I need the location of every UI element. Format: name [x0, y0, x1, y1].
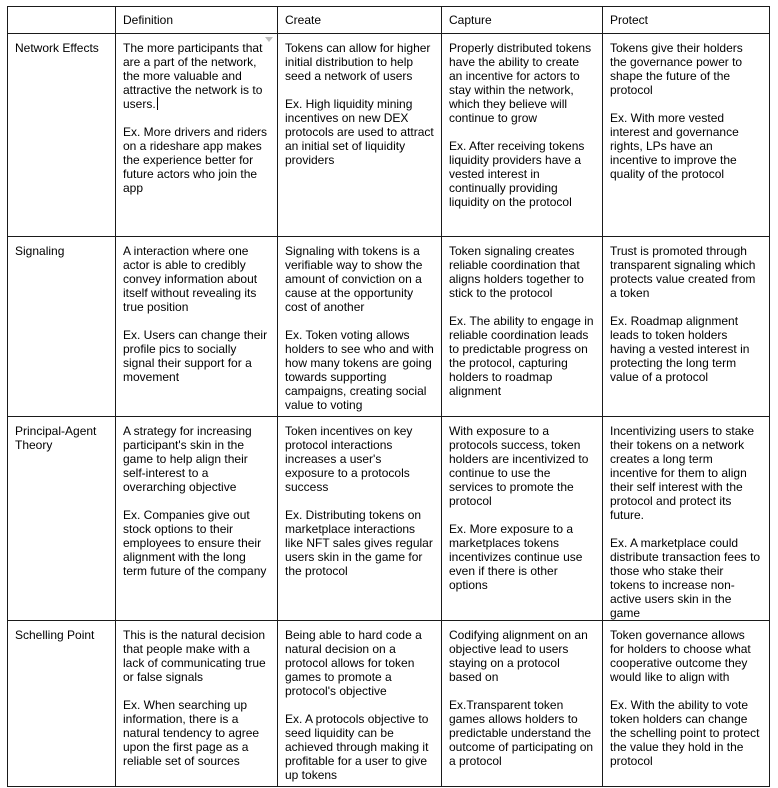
cell-example: Ex. Users can change their profile pics to socially signal their support for a movement [123, 328, 268, 384]
cell-text: Codifying alignment on an objective lead to users staying on a protocol based on [449, 628, 588, 684]
cell-text: Trust is promoted through transparent signaling which protects value created from a token [610, 244, 756, 300]
table-cell[interactable] [116, 34, 278, 237]
cell-example: Ex. Companies give out stock options to their employees to ensure their alignment with the long term future of the company [123, 508, 267, 578]
cell-text: A strategy for increasing participant's skin in the game to help align their self-interest to a overarching objective [123, 424, 252, 494]
table-cell[interactable] [603, 417, 770, 621]
cell-example: Ex. After receiving tokens liquidity providers have a vested interest in continually providing liquidity on the protocol [449, 139, 585, 209]
table-cell[interactable] [116, 237, 278, 417]
table-cell[interactable] [603, 621, 770, 787]
row-header-signaling[interactable]: Signaling [8, 237, 116, 417]
comparison-table [7, 6, 770, 787]
row-header-network-effects[interactable]: Network Effects [8, 34, 116, 237]
cell-example: Ex. With the ability to vote token holders can change the schelling point to protect the value they hold in the protocol [610, 698, 760, 768]
cell-example: Ex. A marketplace could distribute transaction fees to those who stake their tokens to increase non-active users skin in the game [610, 536, 761, 620]
cell-text: Token signaling creates reliable coordination that aligns holders together to stick to the protocol [449, 244, 584, 300]
cell-example: Ex. A protocols objective to seed liquidity can be achieved through making it profitable for a user to give up tokens [285, 712, 429, 782]
row-header-schelling-point[interactable]: Schelling Point [8, 621, 116, 787]
table-row [8, 621, 770, 787]
cell-dropdown-icon[interactable] [265, 37, 273, 42]
table-cell[interactable] [442, 34, 603, 237]
table-row [8, 34, 770, 237]
column-header-definition[interactable]: Definition [116, 7, 278, 34]
cell-example: Ex. High liquidity mining incentives on new DEX protocols are used to attract an initial set of liquidity providers [285, 97, 434, 167]
table-cell[interactable] [442, 417, 603, 621]
table-cell[interactable] [442, 237, 603, 417]
corner-cell[interactable] [8, 7, 116, 34]
cell-example: Ex. Distributing tokens on marketplace interactions like NFT sales gives regular users skin in the game for the protocol [285, 508, 433, 578]
cell-example: Ex. More drivers and riders on a rideshare app makes the experience better for future actors who join the app [123, 125, 268, 195]
cell-example: Ex. More exposure to a marketplaces tokens incentivizes continue use even if there is other options [449, 522, 583, 592]
cell-example: Ex. With more vested interest and governance rights, LPs have an incentive to improve the quality of the protocol [610, 111, 739, 181]
table-cell[interactable] [603, 237, 770, 417]
cell-text: Signaling with tokens is a verifiable way to show the amount of conviction on a cause at the opportunity cost of another [285, 244, 423, 314]
cell-text: This is the natural decision that people make with a lack of communicating true or false signals [123, 628, 266, 684]
cell-text [123, 41, 270, 111]
cell-text: Being able to hard code a natural decision on a protocol allows for token games to promote a protocol's objective [285, 628, 422, 698]
table-cell[interactable] [116, 621, 278, 787]
table-cell[interactable] [278, 621, 442, 787]
column-header-capture[interactable]: Capture [442, 7, 603, 34]
header-row [8, 7, 770, 34]
cell-text: A interaction where one actor is able to credibly convey information about itself without revealing its true position [123, 244, 258, 314]
cell-text: Incentivizing users to stake their tokens on a network creates a long term incentive for them to align their self interest with the protocol and protect its future. [610, 424, 755, 522]
cell-example: Ex. Roadmap alignment leads to token holders having a vested interest in protecting the long term value of a protocol [610, 314, 750, 384]
table-cell[interactable] [442, 621, 603, 787]
cell-text-content: The more participants that are a part of the network, the more valuable and attractive the network is to users. [123, 41, 263, 111]
table-cell[interactable] [278, 34, 442, 237]
column-header-protect[interactable]: Protect [603, 7, 770, 34]
cell-example: Ex.Transparent token games allows holders to predictable understand the outcome of participating on a protocol [449, 698, 594, 768]
cell-example: Ex. Token voting allows holders to see who and with how many tokens are going towards supporting campaigns, creating social value to voting [285, 328, 434, 412]
cell-example: Ex. When searching up information, there is a natural tendency to agree upon the first page as a reliable set of sources [123, 698, 260, 768]
column-header-create[interactable]: Create [278, 7, 442, 34]
table-row [8, 237, 770, 417]
cell-example: Ex. The ability to engage in reliable coordination leads to predictable progress on the protocol, capturing holders to roadmap alignment [449, 314, 594, 398]
row-header-principal-agent-theory[interactable]: Principal-Agent Theory [8, 417, 116, 621]
cell-text: Token incentives on key protocol interactions increases a user's exposure to a protocols success [285, 424, 413, 494]
cell-text: Properly distributed tokens have the ability to create an incentive for actors to stay within the network, which they believe will continue to grow [449, 41, 592, 125]
table-cell[interactable] [278, 237, 442, 417]
cell-text: Tokens give their holders the governance power to shape the future of the protocol [610, 41, 743, 97]
cell-text: Tokens can allow for higher initial distribution to help seed a network of users [285, 41, 431, 83]
table-cell[interactable] [603, 34, 770, 237]
text-cursor [157, 97, 158, 110]
cell-text: With exposure to a protocols success, token holders are incentivized to continue to use the services to promote the protocol [449, 424, 589, 508]
table-row [8, 417, 770, 621]
table-cell[interactable] [278, 417, 442, 621]
table-cell[interactable] [116, 417, 278, 621]
cell-text: Token governance allows for holders to choose what cooperative outcome they would like to align with [610, 628, 751, 684]
